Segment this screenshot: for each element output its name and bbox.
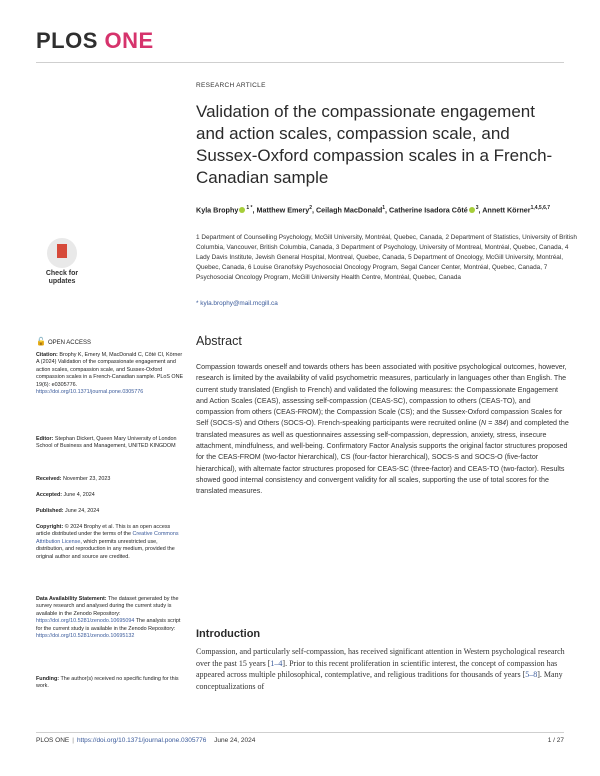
author-name: , Catherine Isadora Côté [385, 205, 468, 215]
author-name: Kyla Brophy [196, 205, 239, 215]
header-divider [36, 62, 564, 63]
author-affil-sup: 1 * [246, 205, 253, 211]
check-updates-line2: updates [48, 278, 76, 285]
open-access-label: 🔓 OPEN ACCESS [36, 337, 91, 346]
page-footer: PLOS ONE | https://doi.org/10.1371/journal.pone.0305776 June 24, 2024 1 / 27 [36, 732, 564, 744]
author-affil-sup: 1,4,5,6,7 [530, 205, 551, 211]
author-affil-sup: 1 [382, 205, 386, 211]
abstract-heading: Abstract [196, 334, 242, 348]
received-date: Received: November 23, 2023 [36, 476, 111, 482]
reference-link[interactable]: 5–8 [525, 670, 538, 679]
affiliations: 1 Department of Counselling Psychology, McGill University, Montréal, Quebec, Canada, 2 Department of Statistics, University of British Columbia, Vancouver, British Columbia, Canada, 3 Department of Psychology, University of Montreal, Montréal, Quebec, Canada, 4 Lady Davis Institute, Jewish General Hospital, Montreal, Quebec, Canada, 5 Department of Oncology, McGill University, Montréal, Quebec, Canada, 6 Louise Granofsky Psychosocial Oncology Program, Segal Cancer Center, Montréal, Quebec, Canada, 7 Psychosocial Oncology Program, McGill University Health Centre, Montréal, Quebec, Canada [196, 234, 577, 281]
author-list [196, 203, 576, 215]
check-updates-line1: Check for [45, 270, 79, 277]
citation-doi-link[interactable]: https://doi.org/10.1371/journal.pone.0305776 [36, 389, 144, 396]
check-for-updates-icon [47, 238, 77, 268]
footer-doi-link[interactable]: https://doi.org/10.1371/journal.pone.0305776 [76, 737, 207, 744]
footer-journal: PLOS ONE [36, 737, 70, 744]
footer-date: June 24, 2024 [214, 737, 256, 744]
article-type: RESEARCH ARTICLE [196, 82, 266, 89]
author-name: , Annett Körner [478, 205, 531, 215]
introduction-heading: Introduction [196, 628, 261, 640]
author-name: , Ceilagh MacDonald [311, 205, 383, 215]
orcid-icon[interactable] [469, 207, 475, 213]
journal-logo [36, 28, 154, 54]
published-date: Published: June 24, 2024 [36, 508, 100, 514]
orcid-icon[interactable] [239, 207, 245, 213]
copyright-block: Copyright: © 2024 Brophy et al. This is an open access article distributed under the terms of the Creative Commons Attribution License, which permits unrestricted use, distribution, and reproduction in any medium, provided the original author and source are credited. [36, 524, 179, 560]
abstract-text: Compassion towards oneself and towards others has been associated with positive psychological outcomes, however, research is limited by the availability of valid psychometric measures, particularly in languages other than English. The current study translated (English to French) and validated the following measures: the Compassionate Engagement and Action Scales (CEAS), assessing self-compassion (CEAS-SC), compassion to others (CEAS-TO), and compassion from others (CEAS-FROM); the Compassion Scale (CS); and the Sussex-Oxford compassion Scales for Self (SOCS-S) and Others (SOCS-O). French-speaking participants were recruited online (N = 384) and completed the translated measures as well as questionnaires assessing self-compassion, depression, anxiety, stress, insecure attachment, mindfulness, and well-being. Confirmatory Factor Analysis supports the original factor structures proposed for the CEAS-FROM (two-factor hierarchical), CS (four-factor hierarchical), SOCS-S and SOCS-O (five-factor hierarchical), with alternate factor structures proposed for CEAS-SC (three-factor) and CEAS-TO (two-factor). Results showed good internal consistency and convergent validity for all scales, supporting the use of total scores for the translated measures. [196, 363, 569, 496]
accepted-date: Accepted: June 4, 2024 [36, 492, 95, 498]
funding-block: Funding: The author(s) received no specific funding for this work. [36, 676, 179, 690]
author-affil-sup: 3 [475, 205, 479, 211]
citation-block: Citation: Brophy K, Emery M, MacDonald C, Côté CI, Körner A (2024) Validation of the compassionate engagement and action scales, compassion scale, and Sussex-Oxford compassion scales in a French-Canadian sample. PLoS ONE 19(6): e0305776. https://doi.org/10.1371/journal.pone.0305776 [36, 352, 184, 396]
logo-plos-text: PLOS [36, 28, 98, 53]
corresponding-email[interactable]: * kyla.brophy@mail.mcgill.ca [196, 300, 278, 307]
dataset-link[interactable]: https://doi.org/10.5281/zenodo.10695094 [36, 618, 135, 625]
check-for-updates-badge[interactable] [36, 238, 88, 294]
data-availability-block: Data Availability Statement: The dataset generated by the survey research and analysed during the current study is available in the Zenodo Repository: https://doi.org/10.5281/zenodo.10695094 The analysis script for the current study is available in the Zenodo Repository: https://doi.org/10.5281/zenodo.10695132 [36, 596, 181, 640]
introduction-text: Compassion, and particularly self-compassion, has received significant attention in Western psychological research over the past 15 years [1–4]. Prior to this recent proliferation in scientific interest, the concept of compassion has appeared across multiple philosophical, contemplative, and religious traditions for thousands of years [5–8]. Many conceptualizations of [196, 647, 565, 691]
open-lock-icon: 🔓 [36, 337, 46, 346]
article-title: Validation of the compassionate engagement and action scales, compassion scale, and Sussex-Oxford compassion scales in a French-Canadian sample [196, 102, 553, 187]
reference-link[interactable]: 1–4 [270, 658, 283, 668]
logo-one-text: ONE [104, 28, 154, 53]
author-name: , Matthew Emery [252, 205, 310, 215]
license-link[interactable]: Creative Commons Attribution License [36, 531, 179, 545]
script-link[interactable]: https://doi.org/10.5281/zenodo.10695132 [36, 633, 135, 640]
editor-block: Editor: Stephan Dickert, Queen Mary University of London School of Business and Management, UNITED KINGDOM [36, 436, 177, 450]
author-affil-sup: 2 [309, 205, 312, 211]
page-number: 1 / 27 [547, 737, 564, 744]
